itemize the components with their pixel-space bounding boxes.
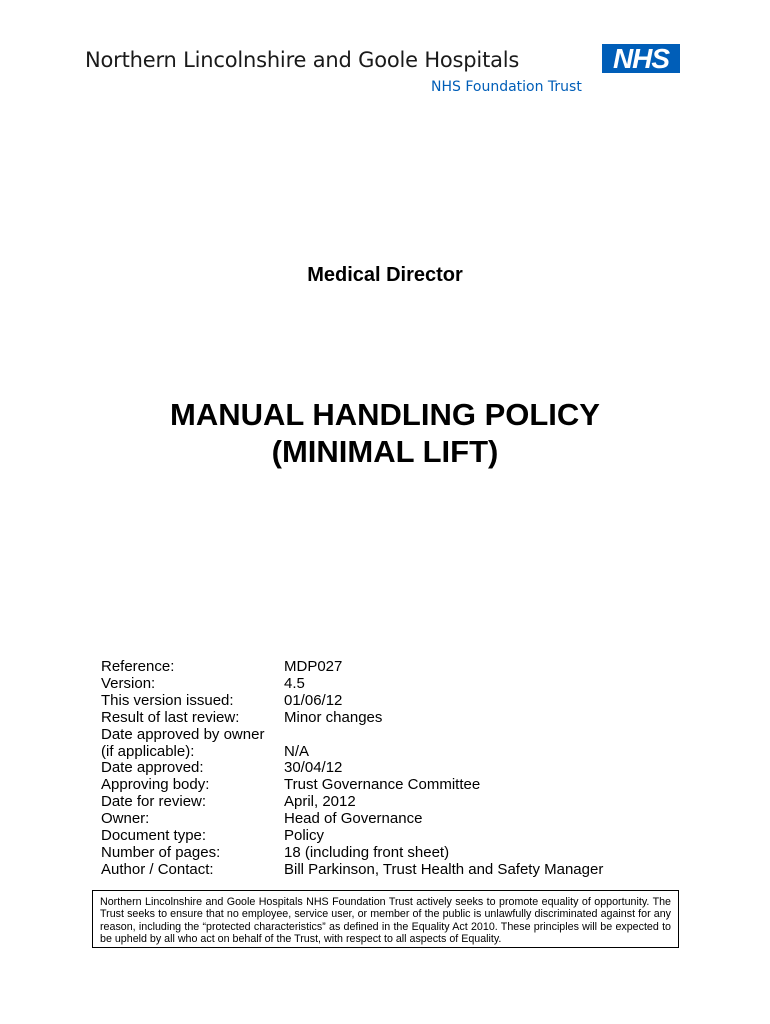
meta-row-issued xyxy=(101,693,603,710)
meta-row-approved-by-owner xyxy=(101,727,603,744)
document-metadata xyxy=(101,659,603,879)
meta-row-date-for-review xyxy=(101,794,603,811)
meta-value: 18 (including front sheet) xyxy=(284,843,450,861)
nhs-logo-text: NHS xyxy=(612,42,670,74)
equality-statement-box: Northern Lincolnshire and Goole Hospitals NHS Foundation Trust actively seeks to promote equality of opportunity. The Trust seeks to ensure that no employee, service user, or member of the public is unlawfully discriminated against for any reason, including the “protected characteristics” as defined in the Equality Act 2010. These principles will be expected to be upheld by all who act on behalf of the Trust, with respect to all aspects of Equality. xyxy=(92,890,679,948)
meta-value: Trust Governance Committee xyxy=(284,776,481,794)
meta-value: April, 2012 xyxy=(284,793,356,811)
meta-value: 30/04/12 xyxy=(284,759,343,777)
meta-label: Approving body: xyxy=(101,776,210,794)
meta-row-approving-body xyxy=(101,777,603,794)
meta-label: Version: xyxy=(101,674,156,692)
meta-row-document-type xyxy=(101,828,603,845)
meta-label: Result of last review: xyxy=(101,708,240,726)
meta-value: MDP027 xyxy=(284,658,343,675)
title-line-1: MANUAL HANDLING POLICY xyxy=(170,397,600,432)
meta-value: Policy xyxy=(284,827,325,845)
org-name: Northern Lincolnshire and Goole Hospitals xyxy=(85,48,520,72)
meta-label: Date for review: xyxy=(101,793,207,811)
meta-value: 01/06/12 xyxy=(284,691,343,709)
meta-row-date-approved xyxy=(101,760,603,777)
meta-label: Date approved by owner xyxy=(101,725,265,743)
meta-row-version xyxy=(101,676,603,693)
meta-row-reference xyxy=(101,659,603,676)
meta-value: Head of Governance xyxy=(284,810,423,828)
nhs-logo xyxy=(602,44,680,73)
title-line-2: (MINIMAL LIFT) xyxy=(271,434,499,469)
meta-value: N/A xyxy=(284,742,310,760)
document-title xyxy=(0,396,770,470)
meta-label: Owner: xyxy=(101,810,150,828)
org-subtitle: NHS Foundation Trust xyxy=(431,79,582,95)
meta-row-last-review xyxy=(101,710,603,727)
meta-label: Date approved: xyxy=(101,759,204,777)
meta-value: Minor changes xyxy=(284,708,383,726)
meta-label: This version issued: xyxy=(101,691,234,709)
meta-value: Bill Parkinson, Trust Health and Safety Manager xyxy=(284,860,604,878)
meta-label: Document type: xyxy=(101,827,207,845)
meta-row-owner xyxy=(101,811,603,828)
meta-label: Reference: xyxy=(101,658,175,675)
meta-label: Author / Contact: xyxy=(101,860,214,878)
meta-value: 4.5 xyxy=(284,674,305,692)
meta-row-if-applicable xyxy=(101,744,603,761)
directorate-heading: Medical Director xyxy=(307,264,463,286)
meta-row-author xyxy=(101,862,603,879)
meta-label: (if applicable): xyxy=(101,742,195,760)
meta-label: Number of pages: xyxy=(101,843,221,861)
meta-row-number-of-pages xyxy=(101,845,603,862)
